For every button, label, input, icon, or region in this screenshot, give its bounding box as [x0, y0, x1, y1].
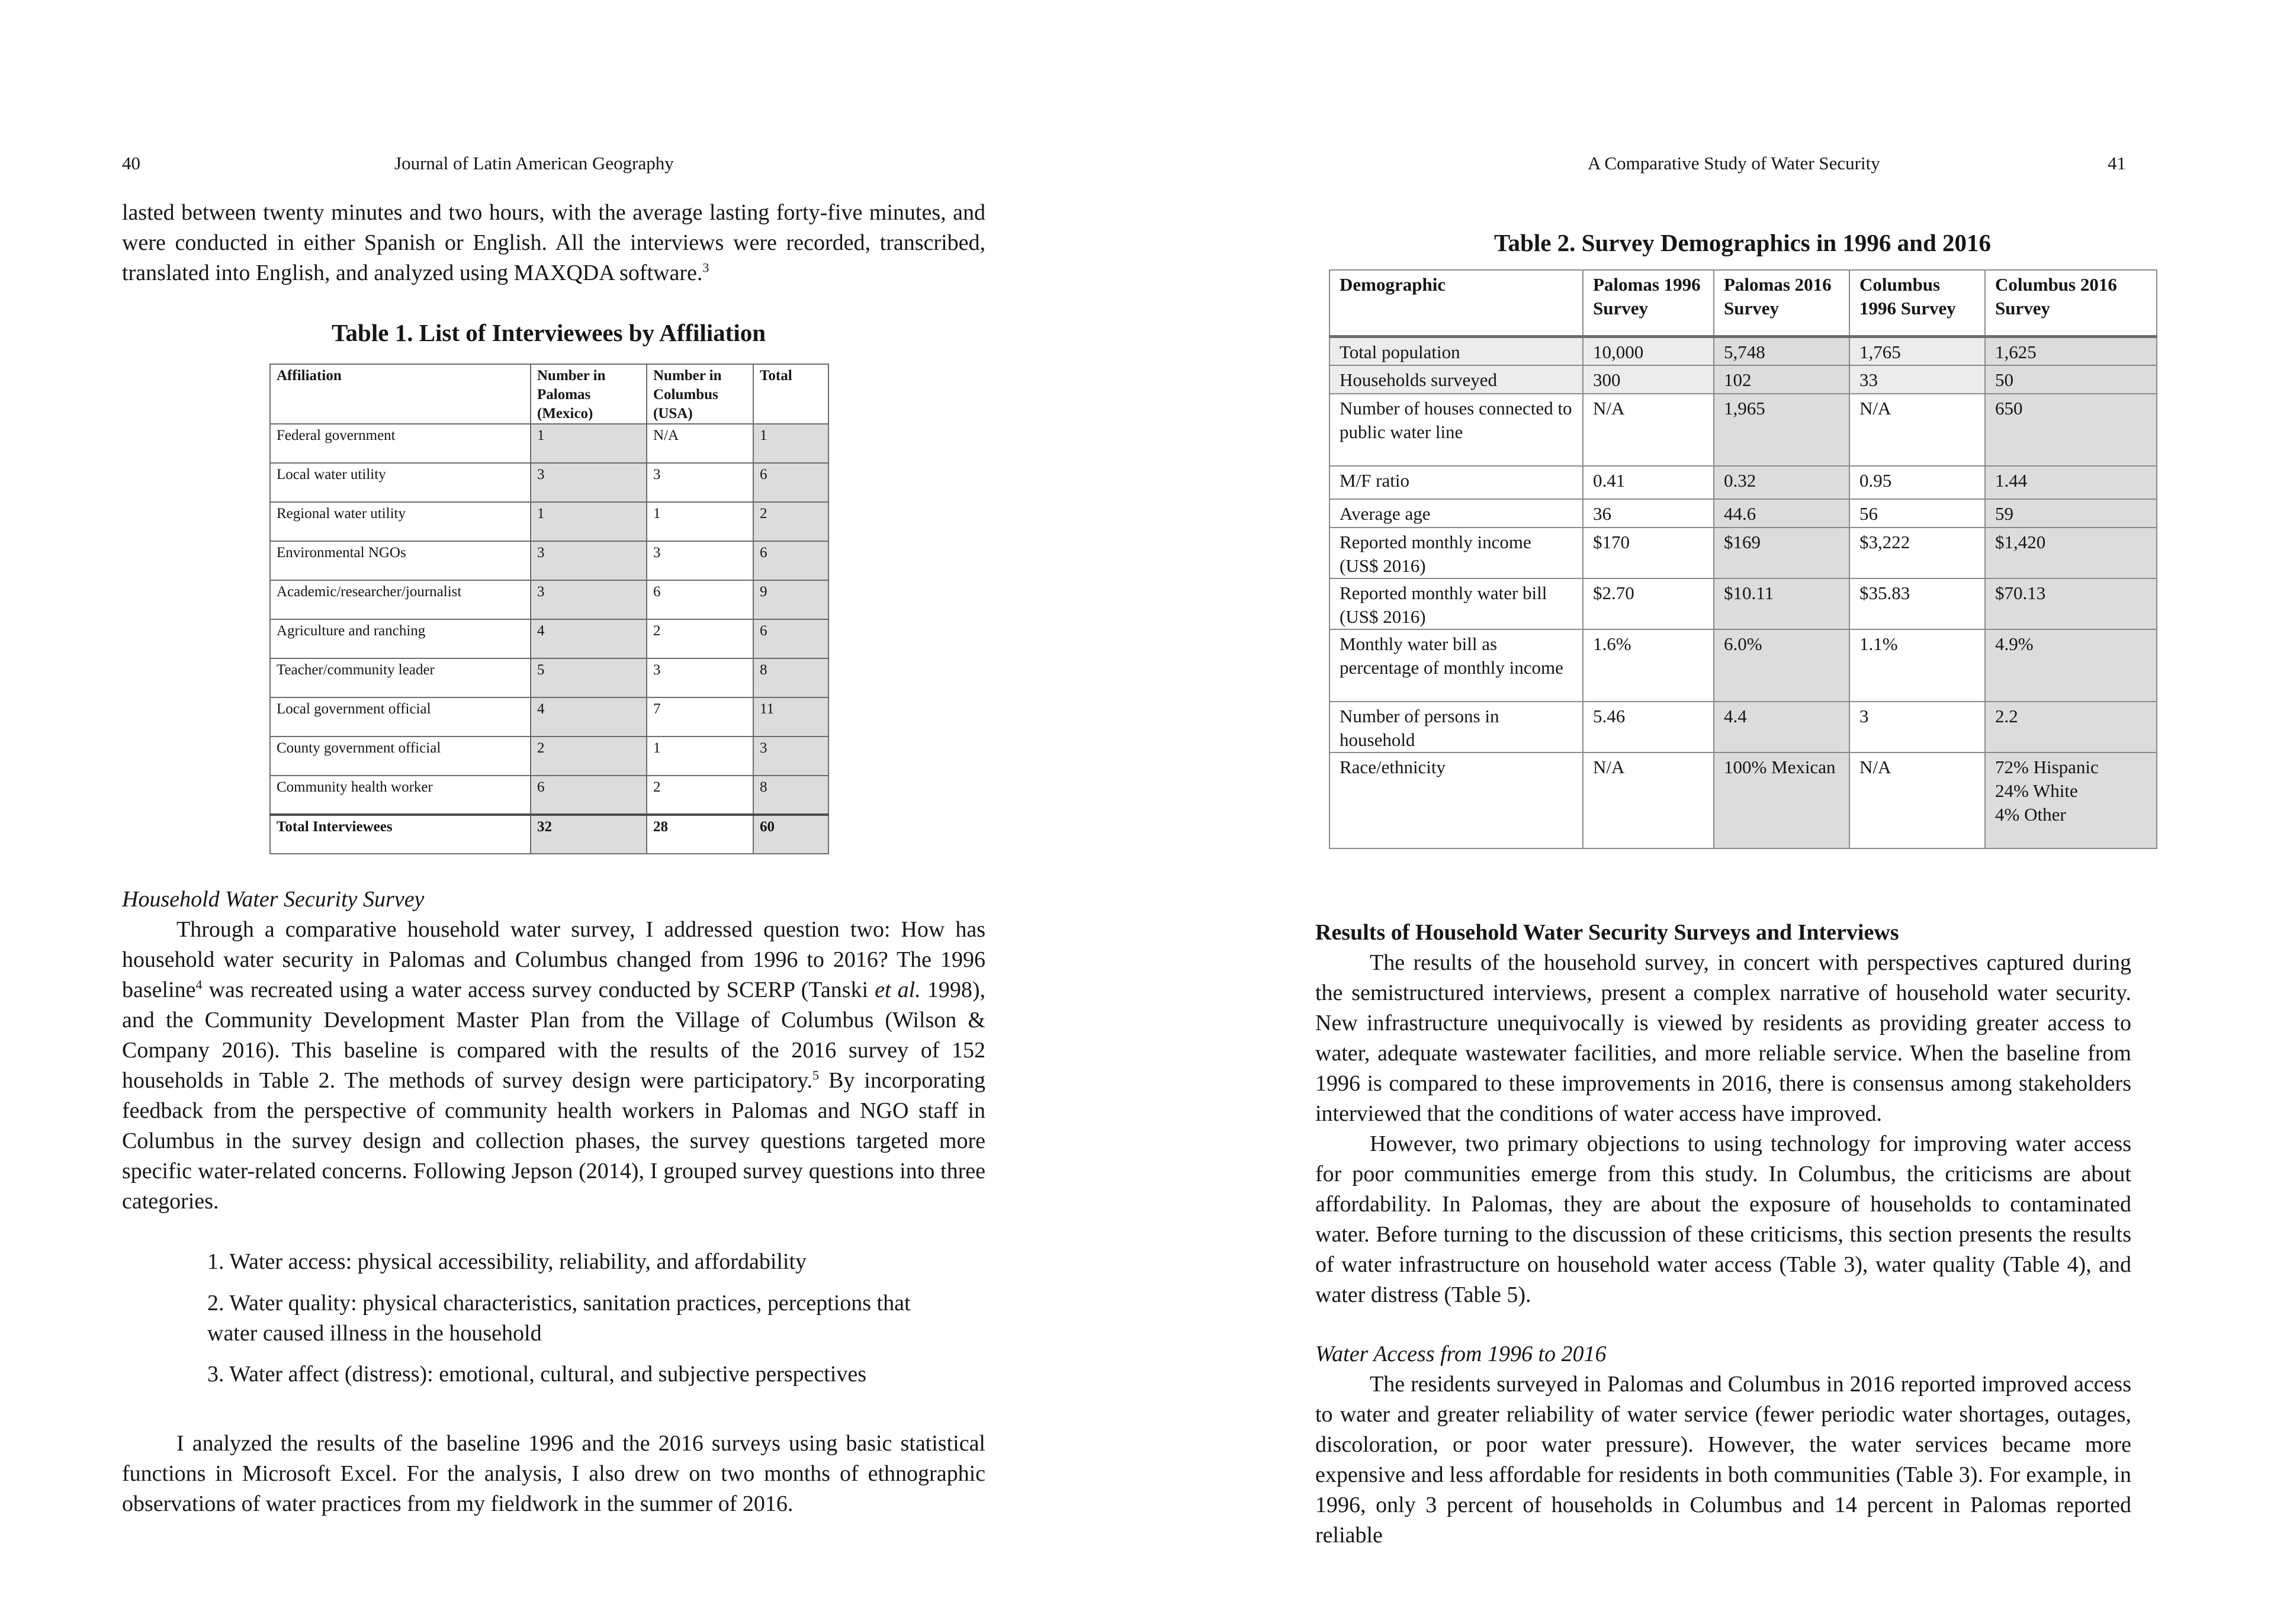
access-subhead: Water Access from 1996 to 2016	[1315, 1342, 1607, 1366]
table-cell: N/A	[1849, 394, 1985, 466]
table-cell: 8	[753, 776, 828, 815]
list-item: 2. Water quality: physical characteristics, sanitation practices, perceptions that water caused illness in the household	[207, 1291, 911, 1346]
table-cell: N/A	[1849, 752, 1985, 848]
table-cell: 3	[647, 658, 753, 697]
table-cell: $70.13	[1985, 578, 2157, 629]
table-cell: Agriculture and ranching	[270, 619, 531, 658]
table-cell: 6.0%	[1714, 629, 1849, 702]
table-cell: 2.2	[1985, 702, 2157, 752]
footnote-ref: 3	[702, 260, 709, 275]
table-cell: $1,420	[1985, 528, 2157, 578]
table-cell: $169	[1714, 528, 1849, 578]
table1-header: Number in Columbus (USA)	[647, 364, 753, 424]
table-cell: Reported monthly income (US$ 2016)	[1329, 528, 1583, 578]
table-row	[270, 658, 828, 697]
table-row	[270, 424, 828, 463]
table-row	[1329, 337, 2157, 365]
page-number: 41	[2108, 153, 2126, 173]
table-cell: 9	[753, 580, 828, 619]
table-cell: 300	[1583, 365, 1714, 394]
table-row	[270, 619, 828, 658]
table-row	[270, 541, 828, 580]
table-cell: Total Interviewees	[270, 815, 531, 854]
table1	[269, 364, 829, 854]
table-cell: 3	[647, 541, 753, 580]
table-cell: 6	[753, 541, 828, 580]
table-cell: 10,000	[1583, 337, 1714, 365]
table-cell: N/A	[1583, 394, 1714, 466]
table-cell: 28	[647, 815, 753, 854]
table-cell: 3	[1849, 702, 1985, 752]
page-number: 40	[122, 153, 140, 173]
table-cell: 8	[753, 658, 828, 697]
table-cell: 32	[531, 815, 647, 854]
table-row	[1329, 578, 2157, 629]
table-cell: $170	[1583, 528, 1714, 578]
table-cell: 1,965	[1714, 394, 1849, 466]
table-row	[1329, 365, 2157, 394]
table1-header-row	[270, 364, 828, 424]
table2-caption: Table 2. Survey Demographics in 1996 and 2016	[1493, 229, 1992, 256]
table-cell: Local government official	[270, 697, 531, 737]
table-cell: 0.32	[1714, 466, 1849, 499]
table-cell: 100% Mexican	[1714, 752, 1849, 848]
table-row	[1329, 702, 2157, 752]
table-cell: 6	[753, 463, 828, 502]
table-cell: Monthly water bill as percentage of monthly income	[1329, 629, 1583, 702]
table-cell: $10.11	[1714, 578, 1849, 629]
table-cell: $3,222	[1849, 528, 1985, 578]
table-cell: 2	[531, 737, 647, 776]
table2	[1329, 269, 2157, 849]
table-cell: 102	[1714, 365, 1849, 394]
text-run-italic: et al.	[875, 977, 921, 1002]
table-row	[270, 697, 828, 737]
footnote-ref: 5	[812, 1067, 820, 1083]
table-total-row	[270, 815, 828, 854]
table-row	[1329, 752, 2157, 848]
table-cell: Total population	[1329, 337, 1583, 365]
table1-header: Total	[753, 364, 828, 424]
table-cell: N/A	[647, 424, 753, 463]
table2-header: Palomas 1996 Survey	[1583, 270, 1714, 337]
table-row	[1329, 499, 2157, 528]
table-cell: Households surveyed	[1329, 365, 1583, 394]
table-row	[270, 737, 828, 776]
table-cell: 5.46	[1583, 702, 1714, 752]
table1-caption: Table 1. List of Interviewees by Affiliation	[331, 319, 766, 346]
table-cell: 3	[531, 580, 647, 619]
table-cell: 3	[531, 541, 647, 580]
table2-header: Palomas 2016 Survey	[1714, 270, 1849, 337]
table-cell: Environmental NGOs	[270, 541, 531, 580]
table-cell: Community health worker	[270, 776, 531, 815]
table-cell: 6	[647, 580, 753, 619]
table-cell: 1.6%	[1583, 629, 1714, 702]
table-cell: 59	[1985, 499, 2157, 528]
table-cell: 6	[531, 776, 647, 815]
right-page	[1137, 0, 2274, 1624]
table1-header: Affiliation	[270, 364, 531, 424]
table-cell: 1,765	[1849, 337, 1985, 365]
list-item: 1. Water access: physical accessibility, reliability, and affordability	[207, 1249, 807, 1274]
intro-text: lasted between twenty minutes and two hours, with the average lasting forty-five minutes, and were conducted in either Spanish or English. All the interviews were recorded, transcribed, translated into English, and analyzed using MAXQDA software.	[122, 200, 985, 285]
table-cell: $35.83	[1849, 578, 1985, 629]
table-cell: Regional water utility	[270, 502, 531, 541]
table-cell: 3	[531, 463, 647, 502]
list-item: 3. Water affect (distress): emotional, cultural, and subjective perspectives	[207, 1362, 866, 1387]
access-paragraph: The residents surveyed in Palomas and Columbus in 2016 reported improved access to water and greater reliability of water service (fewer periodic water shortages, outages, discoloration, or poor water pressure). However, the water services became more expensive and less affordable for residents in both communities (Table 3). For example, in 1996, only 3 percent of households in Columbus and 14 percent in Palomas reported reliable	[1315, 1372, 2131, 1548]
table-cell: 56	[1849, 499, 1985, 528]
table-cell: 1.1%	[1849, 629, 1985, 702]
results-paragraph-2: However, two primary objections to using technology for improving water access for poor communities emerge from this study. In Columbus, the criticisms are about affordability. In Palomas, they are about the exposure of households to contaminated water. Before turning to the discussion of these criticisms, this section presents the results of water infrastructure on household water access (Table 3), water quality (Table 4), and water distress (Table 5).	[1315, 1131, 2131, 1307]
table-cell: 1	[531, 502, 647, 541]
table-cell: Number of persons in household	[1329, 702, 1583, 752]
table-cell: Local water utility	[270, 463, 531, 502]
table-row	[270, 580, 828, 619]
table-cell: 44.6	[1714, 499, 1849, 528]
table-cell: 2	[753, 502, 828, 541]
intro-paragraph	[122, 198, 985, 288]
table-cell: 6	[753, 619, 828, 658]
table-row	[1329, 394, 2157, 466]
table-cell: $2.70	[1583, 578, 1714, 629]
table-cell: 1.44	[1985, 466, 2157, 499]
text-run: was recreated using a water access survey conducted by SCERP (Tanski	[202, 977, 875, 1002]
table-cell: 3	[647, 463, 753, 502]
table-cell: Teacher/community leader	[270, 658, 531, 697]
table-row	[270, 502, 828, 541]
table-cell: County government official	[270, 737, 531, 776]
table-cell: Race/ethnicity	[1329, 752, 1583, 848]
table-cell: 3	[753, 737, 828, 776]
table1-header: Number in Palomas (Mexico)	[531, 364, 647, 424]
footnote-ref: 4	[195, 977, 203, 992]
table-cell: 5,748	[1714, 337, 1849, 365]
table-cell: 5	[531, 658, 647, 697]
table-cell: 0.95	[1849, 466, 1985, 499]
running-head: Journal of Latin American Geography	[394, 153, 674, 173]
table-cell: 2	[647, 619, 753, 658]
table-cell: Federal government	[270, 424, 531, 463]
table-cell: 72% Hispanic 24% White 4% Other	[1985, 752, 2157, 848]
table-cell: Academic/researcher/journalist	[270, 580, 531, 619]
table-cell: 650	[1985, 394, 2157, 466]
table-cell: 7	[647, 697, 753, 737]
table2-header: Columbus 1996 Survey	[1849, 270, 1985, 337]
closing-paragraph: I analyzed the results of the baseline 1996 and the 2016 surveys using basic statistical functions in Microsoft Excel. For the analysis, I also drew on two months of ethnographic observations of water practices from my fieldwork in the summer of 2016.	[122, 1431, 985, 1516]
table-cell: 1	[531, 424, 647, 463]
table-cell: 33	[1849, 365, 1985, 394]
table-cell: 36	[1583, 499, 1714, 528]
text-run: 1998), and the Community Development Master Plan from the Village of Columbus (Wilson & Company 2016). This baseline is compared with the results of the 2016 survey of 152 households in Table 2. The methods of survey design were participatory.	[122, 977, 985, 1093]
results-heading: Results of Household Water Security Surveys and Interviews	[1315, 920, 1899, 945]
table-cell: 4	[531, 619, 647, 658]
text-run: By incorporating feedback from the perspective of community health workers in Palomas and NGO staff in Columbus in the survey design and collection phases, the survey questions targeted more specific water-related concerns. Following Jepson (2014), I grouped survey questions into three categories.	[122, 1068, 986, 1214]
survey-subhead: Household Water Security Survey	[122, 887, 425, 912]
table-cell: Number of houses connected to public water line	[1329, 394, 1583, 466]
table-row	[1329, 629, 2157, 702]
table-cell: 1	[753, 424, 828, 463]
table-row	[270, 776, 828, 815]
table2-header-row	[1329, 270, 2157, 337]
table-cell: N/A	[1583, 752, 1714, 848]
table-cell: 1,625	[1985, 337, 2157, 365]
text-run: Through a comparative household water survey, I addressed question two: How has household water security in Palomas and Columbus changed from 1996 to 2016? The 1996 baseline	[122, 917, 985, 1002]
table-cell: 60	[753, 815, 828, 854]
table-cell: 4.9%	[1985, 629, 2157, 702]
table-cell: M/F ratio	[1329, 466, 1583, 499]
table2-header: Demographic	[1329, 270, 1583, 337]
table-cell: 0.41	[1583, 466, 1714, 499]
table-cell: 11	[753, 697, 828, 737]
table2-header: Columbus 2016 Survey	[1985, 270, 2157, 337]
results-paragraph-1: The results of the household survey, in concert with perspectives captured during the semistructured interviews, present a complex narrative of household water security. New infrastructure unequivocally is viewed by residents as providing greater access to water, adequate wastewater facilities, and more reliable service. When the baseline from 1996 is compared to these improvements in 2016, there is consensus among stakeholders interviewed that the conditions of water access have improved.	[1315, 950, 2131, 1126]
table-cell: Reported monthly water bill (US$ 2016)	[1329, 578, 1583, 629]
table-cell: Average age	[1329, 499, 1583, 528]
table-row	[1329, 466, 2157, 499]
table-row	[1329, 528, 2157, 578]
table-cell: 50	[1985, 365, 2157, 394]
table-row	[270, 463, 828, 502]
table-cell: 4	[531, 697, 647, 737]
table-cell: 1	[647, 502, 753, 541]
table-cell: 1	[647, 737, 753, 776]
table-cell: 4.4	[1714, 702, 1849, 752]
survey-paragraph	[122, 915, 985, 1217]
table-cell: 2	[647, 776, 753, 815]
running-head: A Comparative Study of Water Security	[1588, 153, 1880, 173]
